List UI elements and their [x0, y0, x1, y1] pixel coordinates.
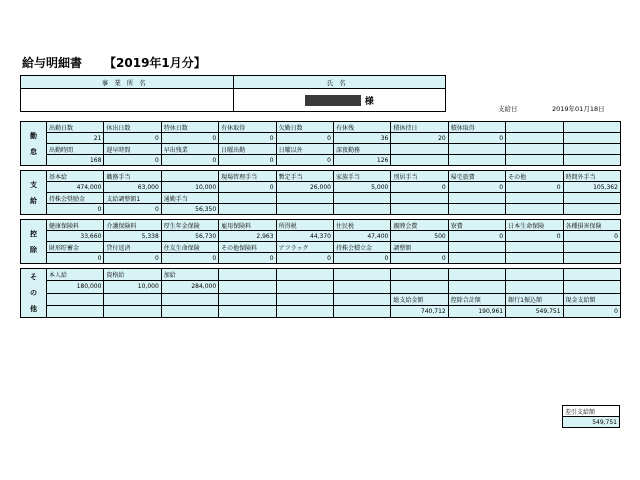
- attendance-cell: 0: [276, 155, 333, 166]
- deduction-cell: アフラック: [276, 242, 333, 253]
- other-cell: [47, 305, 104, 317]
- deduction-cell: [448, 253, 505, 264]
- attendance-cell: 深夜勤務: [333, 144, 390, 155]
- other-cell: [563, 269, 620, 281]
- deduction-cell: 0: [391, 253, 448, 264]
- other-cell: [276, 281, 333, 293]
- other-cell: [333, 281, 390, 293]
- other-cell: [104, 305, 161, 317]
- deduction-cell: その他保険料: [219, 242, 276, 253]
- other-cell: 資格給: [104, 269, 161, 281]
- other-cell: 10,000: [104, 281, 161, 293]
- attendance-cell: [448, 155, 505, 166]
- attendance-cell: 0: [104, 133, 161, 144]
- attendance-row1-values: [21, 133, 621, 144]
- other-cell: [276, 269, 333, 281]
- payment-row1-values: [21, 182, 621, 193]
- payment-cell: 0: [506, 182, 563, 193]
- deduction-cell: 親睦会費: [391, 220, 448, 231]
- attendance-cell: 36: [333, 133, 390, 144]
- other-cell: 総支給金額: [391, 293, 448, 305]
- deduction-cell: [506, 242, 563, 253]
- payment-cell: [276, 204, 333, 215]
- deduction-cell: 0: [219, 253, 276, 264]
- payment-cell: [506, 193, 563, 204]
- attendance-cell: 0: [219, 133, 276, 144]
- other-section-label: [21, 269, 47, 318]
- attendance-cell: [563, 122, 620, 133]
- payment-cell: 職務手当: [104, 171, 161, 182]
- other-row2-values: [21, 305, 621, 317]
- payment-cell: 10,000: [161, 182, 218, 193]
- deduction-cell: [563, 253, 620, 264]
- deduction-row2-labels: [21, 242, 621, 253]
- attendance-cell: 21: [47, 133, 104, 144]
- payday-label: 支給日: [498, 105, 518, 113]
- other-cell: 740,712: [391, 305, 448, 317]
- payment-cell: 63,000: [104, 182, 161, 193]
- attendance-cell: [391, 144, 448, 155]
- payment-cell: 5,000: [333, 182, 390, 193]
- payment-cell: 474,000: [47, 182, 104, 193]
- deduction-cell: 住民税: [333, 220, 390, 231]
- deduction-cell: 33,660: [47, 231, 104, 242]
- payment-cell: 105,362: [563, 182, 620, 193]
- attendance-cell: 出勤日数: [47, 122, 104, 133]
- deduction-cell: 0: [276, 253, 333, 264]
- deduction-cell: 貸付返済: [104, 242, 161, 253]
- attendance-cell: 早出残業: [161, 144, 218, 155]
- other-cell: [47, 293, 104, 305]
- deduction-cell: 2,963: [219, 231, 276, 242]
- section-char: 支: [30, 180, 37, 189]
- other-cell: 銀行1振込額: [506, 293, 563, 305]
- deduction-cell: 500: [391, 231, 448, 242]
- payment-cell: 0: [47, 204, 104, 215]
- deduction-cell: 持株会積立金: [333, 242, 390, 253]
- payment-cell: 0: [391, 182, 448, 193]
- payment-cell: 別居手当: [391, 171, 448, 182]
- attendance-cell: 有休取得: [219, 122, 276, 133]
- payment-cell: 家族手当: [333, 171, 390, 182]
- section-char: 控: [30, 229, 37, 238]
- other-cell: 加給: [161, 269, 218, 281]
- section-char: そ: [30, 273, 37, 281]
- other-cell: 284,000: [161, 281, 218, 293]
- payment-cell: 26,000: [276, 182, 333, 193]
- deduction-cell: [506, 253, 563, 264]
- attendance-cell: 積休持日: [391, 122, 448, 133]
- payment-cell: [391, 193, 448, 204]
- deduction-row1-values: [21, 231, 621, 242]
- deduction-cell: 調整額: [391, 242, 448, 253]
- deduction-cell: 44,370: [276, 231, 333, 242]
- other-row1-labels: [21, 269, 621, 281]
- other-cell: [219, 305, 276, 317]
- payment-cell: 時間外手当: [563, 171, 620, 182]
- payment-cell: 0: [219, 182, 276, 193]
- deduction-cell: 56,730: [161, 231, 218, 242]
- attendance-cell: 0: [276, 133, 333, 144]
- deduction-cell: [448, 242, 505, 253]
- attendance-cell: 日曜以外: [276, 144, 333, 155]
- other-cell: [276, 305, 333, 317]
- attendance-cell: [391, 155, 448, 166]
- attendance-cell: 特休日数: [161, 122, 218, 133]
- payment-cell: 現場管理手当: [219, 171, 276, 182]
- title-text: 給与明細書: [22, 56, 83, 70]
- pay-period: 【2019年1月分】: [104, 56, 206, 70]
- attendance-cell: 0: [161, 133, 218, 144]
- payment-row2-labels: [21, 193, 621, 204]
- document-title: [22, 54, 206, 71]
- payment-cell: [563, 204, 620, 215]
- attendance-cell: 0: [219, 155, 276, 166]
- deduction-cell: 0: [161, 253, 218, 264]
- deduction-cell: 住友生命保険: [161, 242, 218, 253]
- payment-row1-labels: [21, 171, 621, 182]
- other-row2-labels: [21, 293, 621, 305]
- deduction-cell: [563, 242, 620, 253]
- payment-cell: 0: [448, 182, 505, 193]
- attendance-cell: 20: [391, 133, 448, 144]
- deduction-cell: 財形貯蓄金: [47, 242, 104, 253]
- other-cell: 549,751: [506, 305, 563, 317]
- deduction-cell: 健康保険料: [47, 220, 104, 231]
- attendance-cell: 欠勤日数: [276, 122, 333, 133]
- other-cell: 現金支給額: [563, 293, 620, 305]
- other-cell: [219, 281, 276, 293]
- attendance-row2-values: [21, 155, 621, 166]
- section-char: 給: [30, 196, 37, 205]
- payment-cell: [276, 193, 333, 204]
- deduction-cell: 各種損害保険: [563, 220, 620, 231]
- attendance-cell: [448, 144, 505, 155]
- attendance-row2-labels: [21, 144, 621, 155]
- deduction-cell: 雇用保険料: [219, 220, 276, 231]
- deduction-section-label: [21, 220, 47, 264]
- payment-cell: [563, 193, 620, 204]
- deduction-row2-values: [21, 253, 621, 264]
- header-table: [20, 75, 446, 112]
- deduction-cell: 0: [333, 253, 390, 264]
- payment-cell: [391, 204, 448, 215]
- payment-cell: [506, 204, 563, 215]
- attendance-cell: [563, 155, 620, 166]
- attendance-cell: 有休残: [333, 122, 390, 133]
- attendance-cell: 168: [47, 155, 104, 166]
- payment-row2-values: [21, 204, 621, 215]
- deduction-cell: 日本生命保険: [506, 220, 563, 231]
- deduction-cell: 5,338: [104, 231, 161, 242]
- attendance-cell: [506, 122, 563, 133]
- office-label: 事業所名: [21, 76, 234, 89]
- other-cell: 180,000: [47, 281, 104, 293]
- attendance-cell: 遅早時間: [104, 144, 161, 155]
- deduction-cell: 0: [448, 231, 505, 242]
- deduction-cell: 0: [47, 253, 104, 264]
- other-cell: 0: [563, 305, 620, 317]
- attendance-row1-labels: [21, 122, 621, 133]
- deduction-cell: 47,400: [333, 231, 390, 242]
- redacted-name: [305, 95, 361, 106]
- other-cell: [506, 281, 563, 293]
- other-cell: [219, 293, 276, 305]
- payment-cell: 持株会奨励金: [47, 193, 104, 204]
- deduction-cell: 0: [563, 231, 620, 242]
- attendance-cell: 0: [161, 155, 218, 166]
- payslip-table: [20, 121, 621, 318]
- other-cell: [448, 281, 505, 293]
- other-cell: [391, 281, 448, 293]
- other-row1-values: [21, 281, 621, 293]
- office-value: [21, 89, 234, 112]
- attendance-cell: 0: [104, 155, 161, 166]
- other-cell: 190,961: [448, 305, 505, 317]
- other-cell: [219, 269, 276, 281]
- payment-cell: [219, 193, 276, 204]
- attendance-cell: 0: [448, 133, 505, 144]
- deduction-cell: 0: [506, 231, 563, 242]
- other-cell: [333, 269, 390, 281]
- other-cell: [333, 293, 390, 305]
- payment-cell: 暫定手当: [276, 171, 333, 182]
- other-cell: 控除合計額: [448, 293, 505, 305]
- attendance-section-label: [21, 122, 47, 166]
- payment-cell: [333, 204, 390, 215]
- payment-cell: 支給調整額1: [104, 193, 161, 204]
- deduction-cell: 0: [104, 253, 161, 264]
- payment-cell: 0: [104, 204, 161, 215]
- payment-cell: [333, 193, 390, 204]
- deduction-cell: 介護保険料: [104, 220, 161, 231]
- other-cell: [506, 269, 563, 281]
- deduction-row1-labels: [21, 220, 621, 231]
- section-char: 怠: [30, 147, 37, 156]
- attendance-cell: [506, 155, 563, 166]
- other-cell: [161, 293, 218, 305]
- other-cell: [391, 269, 448, 281]
- attendance-cell: [563, 133, 620, 144]
- attendance-cell: [563, 144, 620, 155]
- payment-cell: 56,350: [161, 204, 218, 215]
- payment-cell: 通勤手当: [161, 193, 218, 204]
- attendance-cell: [506, 144, 563, 155]
- section-char: 他: [30, 305, 37, 313]
- deduction-cell: 所得税: [276, 220, 333, 231]
- net-pay-value: 549,751: [563, 417, 620, 428]
- payment-cell: 基本給: [47, 171, 104, 182]
- net-pay-label: 差引支給額: [563, 406, 620, 417]
- honorific: 様: [364, 96, 374, 107]
- other-cell: [448, 269, 505, 281]
- attendance-cell: 出勤時間: [47, 144, 104, 155]
- payment-cell: その他: [506, 171, 563, 182]
- other-cell: [104, 293, 161, 305]
- other-cell: [563, 281, 620, 293]
- attendance-cell: 126: [333, 155, 390, 166]
- deduction-cell: 厚生年金保険: [161, 220, 218, 231]
- section-char: の: [30, 289, 37, 297]
- payment-cell: [161, 171, 218, 182]
- section-char: 勤: [30, 131, 37, 140]
- payment-cell: 帰宅旅費: [448, 171, 505, 182]
- attendance-cell: [506, 133, 563, 144]
- other-cell: [161, 305, 218, 317]
- payday-value: 2019年01月18日: [552, 105, 605, 113]
- deduction-cell: 寮費: [448, 220, 505, 231]
- attendance-cell: 日曜出勤: [219, 144, 276, 155]
- other-cell: 本人給: [47, 269, 104, 281]
- name-value: [233, 89, 446, 112]
- payment-cell: [219, 204, 276, 215]
- section-char: 除: [30, 245, 37, 254]
- net-pay-table: [562, 405, 620, 428]
- other-cell: [333, 305, 390, 317]
- attendance-cell: 休出日数: [104, 122, 161, 133]
- payment-cell: [448, 204, 505, 215]
- payment-cell: [448, 193, 505, 204]
- other-cell: [276, 293, 333, 305]
- attendance-cell: 積休取得: [448, 122, 505, 133]
- payment-section-label: [21, 171, 47, 215]
- name-label: 氏名: [233, 76, 446, 89]
